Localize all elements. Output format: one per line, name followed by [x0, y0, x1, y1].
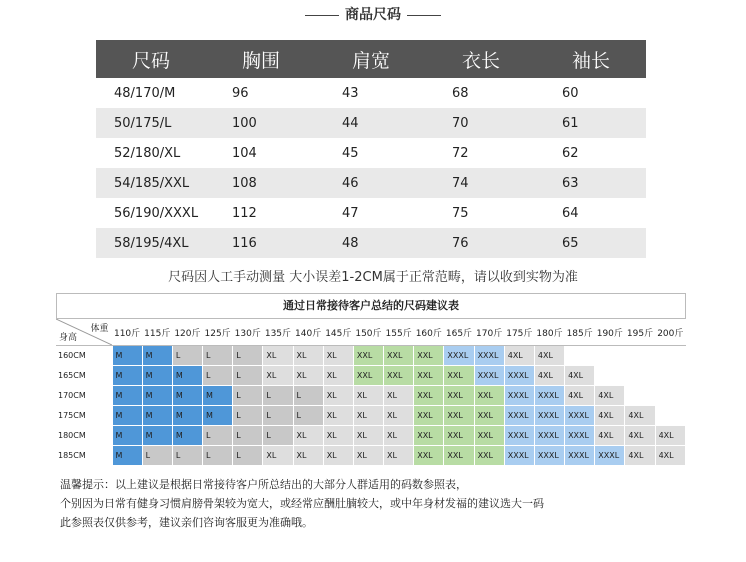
tips-block	[60, 475, 544, 532]
size-suggestion-cell: M	[142, 386, 172, 406]
size-cell: 56/190/XXXL	[114, 205, 199, 221]
weight-header-cell: 115斤	[142, 319, 172, 346]
measure-cell: 63	[536, 168, 646, 198]
size-suggestion-cell: XXL	[444, 426, 474, 446]
measure-cell: 43	[342, 85, 359, 101]
size-suggestion-cell	[595, 366, 625, 386]
weight-header-cell: 195斤	[625, 319, 655, 346]
height-row	[56, 366, 686, 386]
size-suggestion-cell: XXL	[414, 426, 444, 446]
size-suggestion-cell: L	[233, 426, 263, 446]
size-suggestion-cell: XL	[263, 366, 293, 386]
height-row	[56, 446, 686, 466]
header-line-right	[407, 15, 441, 16]
size-suggestion-cell: 4XL	[595, 386, 625, 406]
size-suggestion-cell: 4XL	[565, 366, 595, 386]
weight-header-cell: 135斤	[263, 319, 293, 346]
measure-cell: 76	[426, 228, 536, 258]
size-suggestion-cell: XL	[353, 386, 383, 406]
size-suggestion-cell: M	[172, 386, 202, 406]
size-suggestion-cell: 4XL	[504, 346, 534, 366]
size-suggestion-cell: L	[263, 386, 293, 406]
height-label-cell: 170CM	[56, 386, 112, 406]
size-suggestion-cell: XXXL	[565, 446, 595, 466]
size-suggestion-cell: XXL	[414, 366, 444, 386]
weight-header-cell: 180斤	[534, 319, 564, 346]
header-line-left	[305, 15, 339, 16]
size-suggestion-cell: XXL	[474, 386, 504, 406]
size-suggestion-cell: XXL	[474, 406, 504, 426]
weight-header-cell: 120斤	[172, 319, 202, 346]
size-suggestion-cell	[595, 346, 625, 366]
size-suggestion-cell: L	[233, 366, 263, 386]
size-chart-body	[96, 78, 646, 258]
size-suggestion-cell: XXXL	[474, 366, 504, 386]
size-suggestion-cell: XXL	[384, 346, 414, 366]
size-suggestion-cell: XXXL	[474, 346, 504, 366]
height-label-cell: 165CM	[56, 366, 112, 386]
size-chart-header-row	[96, 40, 646, 78]
size-suggestion-cell: 4XL	[625, 446, 655, 466]
size-suggestion-cell: 4XL	[655, 426, 685, 446]
recommend-title: 通过日常接待客户总结的尺码建议表	[56, 293, 686, 319]
size-suggestion-cell	[655, 366, 685, 386]
size-suggestion-cell: M	[172, 406, 202, 426]
measure-cell: 104	[232, 145, 257, 161]
size-suggestion-cell: M	[142, 346, 172, 366]
size-suggestion-cell: XL	[323, 406, 353, 426]
measure-cell: 72	[452, 145, 469, 161]
size-chart-table	[96, 40, 646, 258]
size-suggestion-cell: L	[203, 366, 233, 386]
size-row	[96, 198, 646, 228]
size-suggestion-cell	[625, 386, 655, 406]
size-suggestion-cell: XL	[293, 446, 323, 466]
size-suggestion-cell: M	[142, 406, 172, 426]
weight-header-cell: 140斤	[293, 319, 323, 346]
size-row	[96, 108, 646, 138]
size-suggestion-cell: XXXL	[534, 406, 564, 426]
height-label-cell: 185CM	[56, 446, 112, 466]
size-cell: 54/185/XXL	[96, 168, 206, 198]
size-suggestion-cell: M	[112, 446, 142, 466]
measure-cell: 108	[206, 168, 316, 198]
height-row	[56, 346, 686, 366]
size-suggestion-cell: L	[233, 346, 263, 366]
size-suggestion-cell: XL	[384, 426, 414, 446]
size-suggestion-cell: 4XL	[625, 426, 655, 446]
section-header	[0, 4, 746, 24]
size-suggestion-cell: M	[172, 426, 202, 446]
measure-cell: 74	[426, 168, 536, 198]
size-suggestion-cell: XL	[384, 446, 414, 466]
size-suggestion-cell: XXXL	[444, 346, 474, 366]
size-suggestion-cell: XXXL	[534, 386, 564, 406]
size-suggestion-cell: XL	[323, 386, 353, 406]
weight-header-cell: 110斤	[112, 319, 142, 346]
size-suggestion-cell: XXXL	[504, 446, 534, 466]
size-suggestion-cell: L	[203, 346, 233, 366]
size-suggestion-cell	[655, 386, 685, 406]
col-header-size: 尺码	[96, 40, 206, 78]
weight-header-cell: 160斤	[414, 319, 444, 346]
size-suggestion-cell: L	[233, 406, 263, 426]
size-suggestion-cell: L	[263, 426, 293, 446]
size-suggestion-cell: L	[203, 426, 233, 446]
size-suggestion-cell: XXL	[444, 446, 474, 466]
size-suggestion-cell: XL	[323, 366, 353, 386]
height-row	[56, 426, 686, 446]
measure-cell: 61	[536, 108, 646, 138]
size-suggestion-cell	[625, 366, 655, 386]
size-suggestion-cell: M	[142, 426, 172, 446]
size-suggestion-cell: XXL	[474, 446, 504, 466]
size-cell: 48/170/M	[114, 85, 176, 101]
measurement-note: 尺码因人工手动测量 大小误差1-2CM属于正常范畴，请以收到实物为准	[168, 270, 578, 285]
weight-header-cell: 170斤	[474, 319, 504, 346]
measure-cell: 46	[316, 168, 426, 198]
recommend-grid	[56, 319, 686, 466]
size-suggestion-cell: XXL	[353, 366, 383, 386]
size-suggestion-cell: XXL	[444, 366, 474, 386]
size-suggestion-cell: XL	[323, 446, 353, 466]
col-header-length: 衣长	[426, 40, 536, 78]
size-row	[96, 168, 646, 198]
size-suggestion-cell: XXXL	[534, 426, 564, 446]
size-suggestion-cell: M	[172, 366, 202, 386]
weight-header-cell: 185斤	[565, 319, 595, 346]
size-suggestion-cell: M	[112, 386, 142, 406]
weight-header-cell: 145斤	[323, 319, 353, 346]
size-suggestion-cell: L	[233, 446, 263, 466]
measure-cell: 62	[562, 145, 579, 161]
measure-cell: 68	[452, 85, 469, 101]
size-suggestion-cell: XL	[323, 426, 353, 446]
measure-cell: 44	[316, 108, 426, 138]
size-suggestion-cell: XXL	[414, 386, 444, 406]
weight-header-cell: 175斤	[504, 319, 534, 346]
size-suggestion-cell: XL	[293, 346, 323, 366]
tip-line-1: 温馨提示：以上建议是根据日常接待客户所总结出的大部分人群适用的码数参照表，	[60, 478, 467, 491]
measure-cell: 112	[232, 205, 257, 221]
size-suggestion-cell: XL	[353, 446, 383, 466]
weight-header-row	[56, 319, 686, 346]
tip-line-3: 此参照表仅供参考，建议亲们咨询客服更为准确哦。	[60, 516, 313, 529]
size-suggestion-cell: 4XL	[534, 346, 564, 366]
recommend-table	[56, 293, 686, 466]
recommend-grid-body	[56, 319, 686, 466]
col-header-shoulder: 肩宽	[316, 40, 426, 78]
size-suggestion-cell: XXXL	[504, 366, 534, 386]
size-suggestion-cell: XXXL	[565, 406, 595, 426]
measure-cell: 47	[342, 205, 359, 221]
size-cell: 58/195/4XL	[96, 228, 206, 258]
size-suggestion-cell: XXXL	[595, 446, 625, 466]
size-suggestion-cell	[625, 346, 655, 366]
size-suggestion-cell: L	[293, 386, 323, 406]
size-suggestion-cell: 4XL	[625, 406, 655, 426]
size-suggestion-cell: XXL	[414, 406, 444, 426]
size-suggestion-cell: L	[172, 446, 202, 466]
size-suggestion-cell: M	[203, 406, 233, 426]
size-suggestion-cell: XL	[353, 406, 383, 426]
size-cell: 50/175/L	[96, 108, 206, 138]
size-suggestion-cell: L	[142, 446, 172, 466]
size-suggestion-cell: XXL	[444, 406, 474, 426]
weight-header-cell: 200斤	[655, 319, 685, 346]
size-suggestion-cell: M	[112, 406, 142, 426]
size-suggestion-cell: L	[293, 406, 323, 426]
section-title: 商品尺码	[345, 7, 401, 23]
size-suggestion-cell	[565, 346, 595, 366]
size-suggestion-cell	[655, 406, 685, 426]
size-suggestion-cell: XXL	[474, 426, 504, 446]
size-suggestion-cell: XXXL	[565, 426, 595, 446]
size-suggestion-cell: L	[203, 446, 233, 466]
size-suggestion-cell: 4XL	[655, 446, 685, 466]
size-suggestion-cell: 4XL	[595, 426, 625, 446]
height-label: 身高	[59, 333, 78, 343]
size-suggestion-cell: XXL	[353, 346, 383, 366]
measure-cell: 65	[536, 228, 646, 258]
size-suggestion-cell: XXXL	[504, 426, 534, 446]
size-suggestion-cell: 4XL	[595, 406, 625, 426]
size-suggestion-cell: M	[112, 426, 142, 446]
size-suggestion-cell: 4XL	[565, 386, 595, 406]
weight-header-cell: 165斤	[444, 319, 474, 346]
size-suggestion-cell: XL	[323, 346, 353, 366]
size-suggestion-cell: 4XL	[534, 366, 564, 386]
weight-header-cell: 130斤	[233, 319, 263, 346]
size-suggestion-cell: M	[142, 366, 172, 386]
weight-header-cell: 125斤	[203, 319, 233, 346]
size-suggestion-cell: XL	[293, 366, 323, 386]
measure-cell: 116	[206, 228, 316, 258]
size-suggestion-cell: XXXL	[504, 406, 534, 426]
corner-cell	[56, 319, 112, 346]
size-suggestion-cell: XL	[263, 346, 293, 366]
size-suggestion-cell: XL	[293, 426, 323, 446]
size-suggestion-cell: XL	[353, 426, 383, 446]
measure-cell: 70	[426, 108, 536, 138]
size-suggestion-cell: XXXL	[534, 446, 564, 466]
size-row	[96, 78, 646, 108]
size-suggestion-cell: M	[203, 386, 233, 406]
height-row	[56, 406, 686, 426]
weight-header-cell: 150斤	[353, 319, 383, 346]
size-suggestion-cell: L	[233, 386, 263, 406]
size-cell: 52/180/XL	[114, 145, 181, 161]
col-header-sleeve: 袖长	[536, 40, 646, 78]
weight-header-cell: 155斤	[384, 319, 414, 346]
measure-cell: 60	[562, 85, 579, 101]
size-suggestion-cell: L	[263, 406, 293, 426]
measure-cell: 45	[342, 145, 359, 161]
height-label-cell: 160CM	[56, 346, 112, 366]
measure-cell: 96	[232, 85, 249, 101]
height-label-cell: 180CM	[56, 426, 112, 446]
size-suggestion-cell: XXL	[444, 386, 474, 406]
size-suggestion-cell: L	[172, 346, 202, 366]
size-row	[96, 138, 646, 168]
weight-label: 体重	[90, 324, 109, 334]
size-suggestion-cell: XL	[384, 386, 414, 406]
size-suggestion-cell: XXL	[384, 366, 414, 386]
size-row	[96, 228, 646, 258]
col-header-chest: 胸围	[206, 40, 316, 78]
height-row	[56, 386, 686, 406]
size-suggestion-cell: XXL	[414, 446, 444, 466]
measure-cell: 100	[206, 108, 316, 138]
measure-cell: 64	[562, 205, 579, 221]
measure-cell: 75	[452, 205, 469, 221]
tip-line-2: 个别因为日常有健身习惯肩膀骨架较为宽大，或经常应酬肚腩较大，或中年身材发福的建议选大一码	[60, 497, 544, 510]
size-suggestion-cell: M	[112, 346, 142, 366]
size-suggestion-cell: XL	[263, 446, 293, 466]
weight-header-cell: 190斤	[595, 319, 625, 346]
measure-cell: 48	[316, 228, 426, 258]
size-suggestion-cell: XXL	[414, 346, 444, 366]
size-suggestion-cell: XXXL	[504, 386, 534, 406]
height-label-cell: 175CM	[56, 406, 112, 426]
size-suggestion-cell: M	[112, 366, 142, 386]
size-suggestion-cell: XL	[384, 406, 414, 426]
size-suggestion-cell	[655, 346, 685, 366]
